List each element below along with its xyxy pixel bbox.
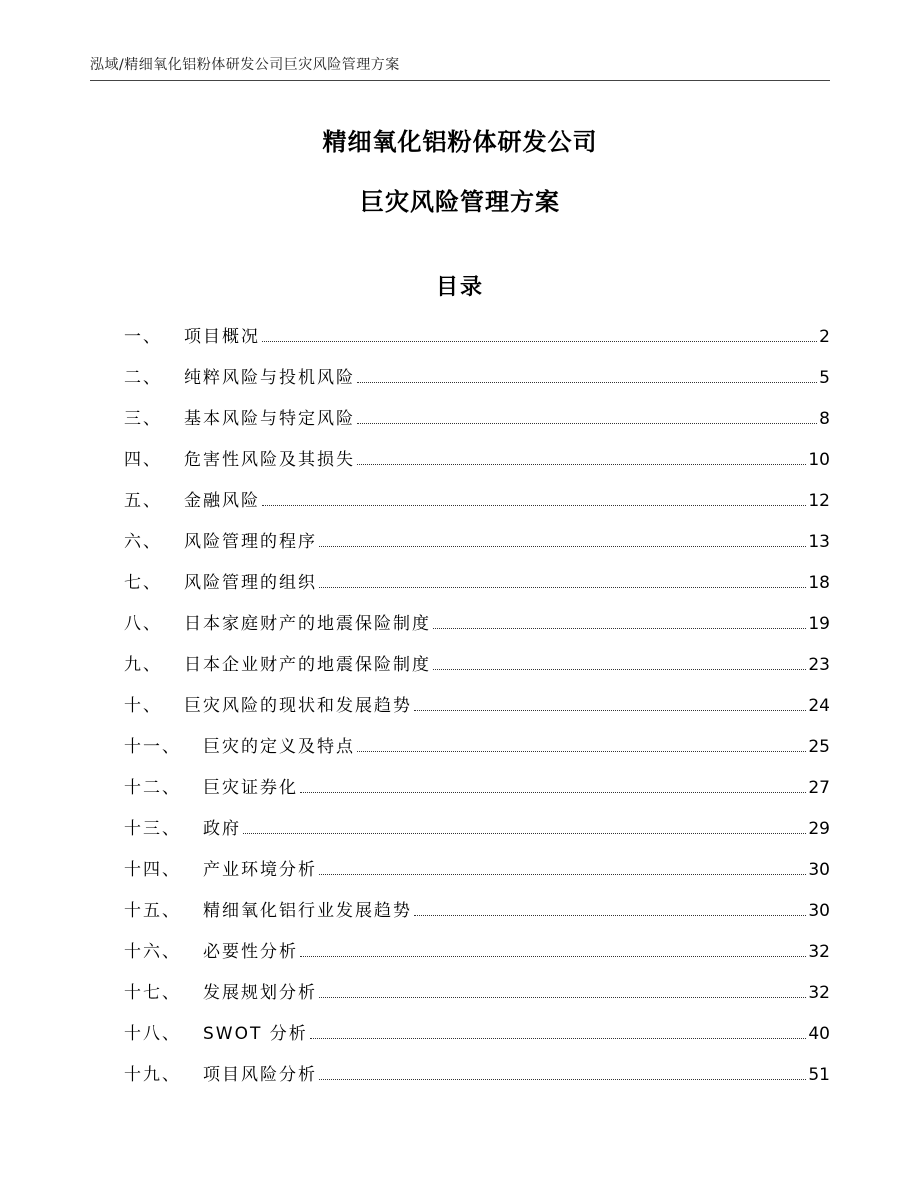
toc-entry[interactable]	[124, 363, 830, 404]
toc-entry-page: 23	[808, 655, 830, 675]
toc-entry-number: 九、	[124, 655, 162, 675]
toc-entry[interactable]	[124, 937, 830, 978]
toc-leader-dots	[319, 575, 806, 588]
toc-entry-title: 政府	[203, 819, 241, 839]
toc-entry[interactable]	[124, 896, 830, 937]
toc-heading: 目录	[435, 275, 484, 300]
toc-entry-title: 巨灾证券化	[203, 778, 298, 798]
toc-entry-page: 40	[808, 1024, 830, 1044]
toc-leader-dots	[433, 616, 806, 629]
toc-entry-page: 30	[808, 901, 830, 921]
toc-entry[interactable]	[124, 978, 830, 1019]
toc-entry-number: 十三、	[124, 819, 181, 839]
toc-entry-number: 八、	[124, 614, 162, 634]
toc-entry-title: SWOT 分析	[203, 1024, 308, 1044]
toc-entry-title: 风险管理的程序	[184, 532, 317, 552]
toc-entry-title: 风险管理的组织	[184, 573, 317, 593]
toc-entry[interactable]	[124, 773, 830, 814]
toc-entry-page: 19	[808, 614, 830, 634]
toc-entry-page: 29	[808, 819, 830, 839]
header-rule	[90, 80, 830, 81]
toc-leader-dots	[319, 985, 806, 998]
toc-entry-title: 巨灾的定义及特点	[203, 737, 355, 757]
toc-entry-page: 24	[808, 696, 830, 716]
toc-leader-dots	[319, 1067, 806, 1080]
toc-entry-page: 8	[819, 409, 830, 429]
toc-entry-page: 5	[819, 368, 830, 388]
toc-entry[interactable]	[124, 1019, 830, 1060]
toc-entry-title: 纯粹风险与投机风险	[184, 368, 355, 388]
toc-leader-dots	[300, 780, 806, 793]
toc-entry-title: 项目概况	[184, 327, 260, 347]
toc-entry-number: 十九、	[124, 1065, 181, 1085]
toc-entry-page: 51	[808, 1065, 830, 1085]
toc-entry[interactable]	[124, 650, 830, 691]
toc-entry-title: 精细氧化铝行业发展趋势	[203, 901, 412, 921]
toc-entry-number: 一、	[124, 327, 162, 347]
toc-entry-number: 三、	[124, 409, 162, 429]
toc-entry-title: 必要性分析	[203, 942, 298, 962]
toc-entry-number: 七、	[124, 573, 162, 593]
toc-entry-title: 日本企业财产的地震保险制度	[184, 655, 431, 675]
toc-entry-number: 二、	[124, 368, 162, 388]
toc-entry[interactable]	[124, 322, 830, 363]
toc-leader-dots	[300, 944, 806, 957]
toc-leader-dots	[357, 739, 806, 752]
toc-entry-title: 项目风险分析	[203, 1065, 317, 1085]
toc-entry-page: 27	[808, 778, 830, 798]
toc-leader-dots	[357, 370, 817, 383]
toc-entry[interactable]	[124, 609, 830, 650]
toc-leader-dots	[262, 329, 817, 342]
toc-entry-number: 十一、	[124, 737, 181, 757]
toc-leader-dots	[414, 698, 806, 711]
toc-entry-title: 危害性风险及其损失	[184, 450, 355, 470]
toc-entry-number: 十八、	[124, 1024, 181, 1044]
toc-entry-title: 发展规划分析	[203, 983, 317, 1003]
toc-entry-number: 四、	[124, 450, 162, 470]
document-title-line1: 精细氧化铝粉体研发公司	[322, 128, 598, 156]
toc-entry-title: 基本风险与特定风险	[184, 409, 355, 429]
toc-entry[interactable]	[124, 445, 830, 486]
toc-entry[interactable]	[124, 527, 830, 568]
toc-entry-number: 十六、	[124, 942, 181, 962]
toc-entry[interactable]	[124, 1060, 830, 1101]
toc-leader-dots	[357, 452, 806, 465]
toc-entry-number: 十七、	[124, 983, 181, 1003]
toc-leader-dots	[319, 534, 806, 547]
toc-entry-page: 10	[808, 450, 830, 470]
toc-entry-number: 十五、	[124, 901, 181, 921]
toc-entry[interactable]	[124, 404, 830, 445]
running-header: 泓域/精细氧化铝粉体研发公司巨灾风险管理方案	[90, 57, 400, 73]
toc-entry[interactable]	[124, 568, 830, 609]
toc-leader-dots	[357, 411, 817, 424]
toc-entry[interactable]	[124, 814, 830, 855]
toc-leader-dots	[262, 493, 806, 506]
toc-entry[interactable]	[124, 691, 830, 732]
toc-entry-page: 32	[808, 983, 830, 1003]
toc-leader-dots	[414, 903, 806, 916]
toc-entry-title: 金融风险	[184, 491, 260, 511]
toc-entry-page: 2	[819, 327, 830, 347]
toc-entry-number: 六、	[124, 532, 162, 552]
toc-entry-page: 13	[808, 532, 830, 552]
toc-entry-number: 五、	[124, 491, 162, 511]
toc-leader-dots	[243, 821, 806, 834]
toc-leader-dots	[319, 862, 806, 875]
toc-entry[interactable]	[124, 486, 830, 527]
toc-entry-title: 日本家庭财产的地震保险制度	[184, 614, 431, 634]
toc-entry-title: 产业环境分析	[203, 860, 317, 880]
toc-leader-dots	[310, 1026, 807, 1039]
toc-entry-page: 18	[808, 573, 830, 593]
toc-entry[interactable]	[124, 732, 830, 773]
toc-entry-page: 30	[808, 860, 830, 880]
document-title-line2: 巨灾风险管理方案	[360, 188, 560, 216]
toc-leader-dots	[433, 657, 806, 670]
toc-entry-page: 25	[808, 737, 830, 757]
toc-entry-page: 12	[808, 491, 830, 511]
toc-entry-number: 十二、	[124, 778, 181, 798]
toc-entry-title: 巨灾风险的现状和发展趋势	[184, 696, 412, 716]
toc-entry[interactable]	[124, 855, 830, 896]
toc-entry-page: 32	[808, 942, 830, 962]
toc-entry-number: 十、	[124, 696, 162, 716]
toc-entry-number: 十四、	[124, 860, 181, 880]
table-of-contents	[124, 322, 830, 1101]
